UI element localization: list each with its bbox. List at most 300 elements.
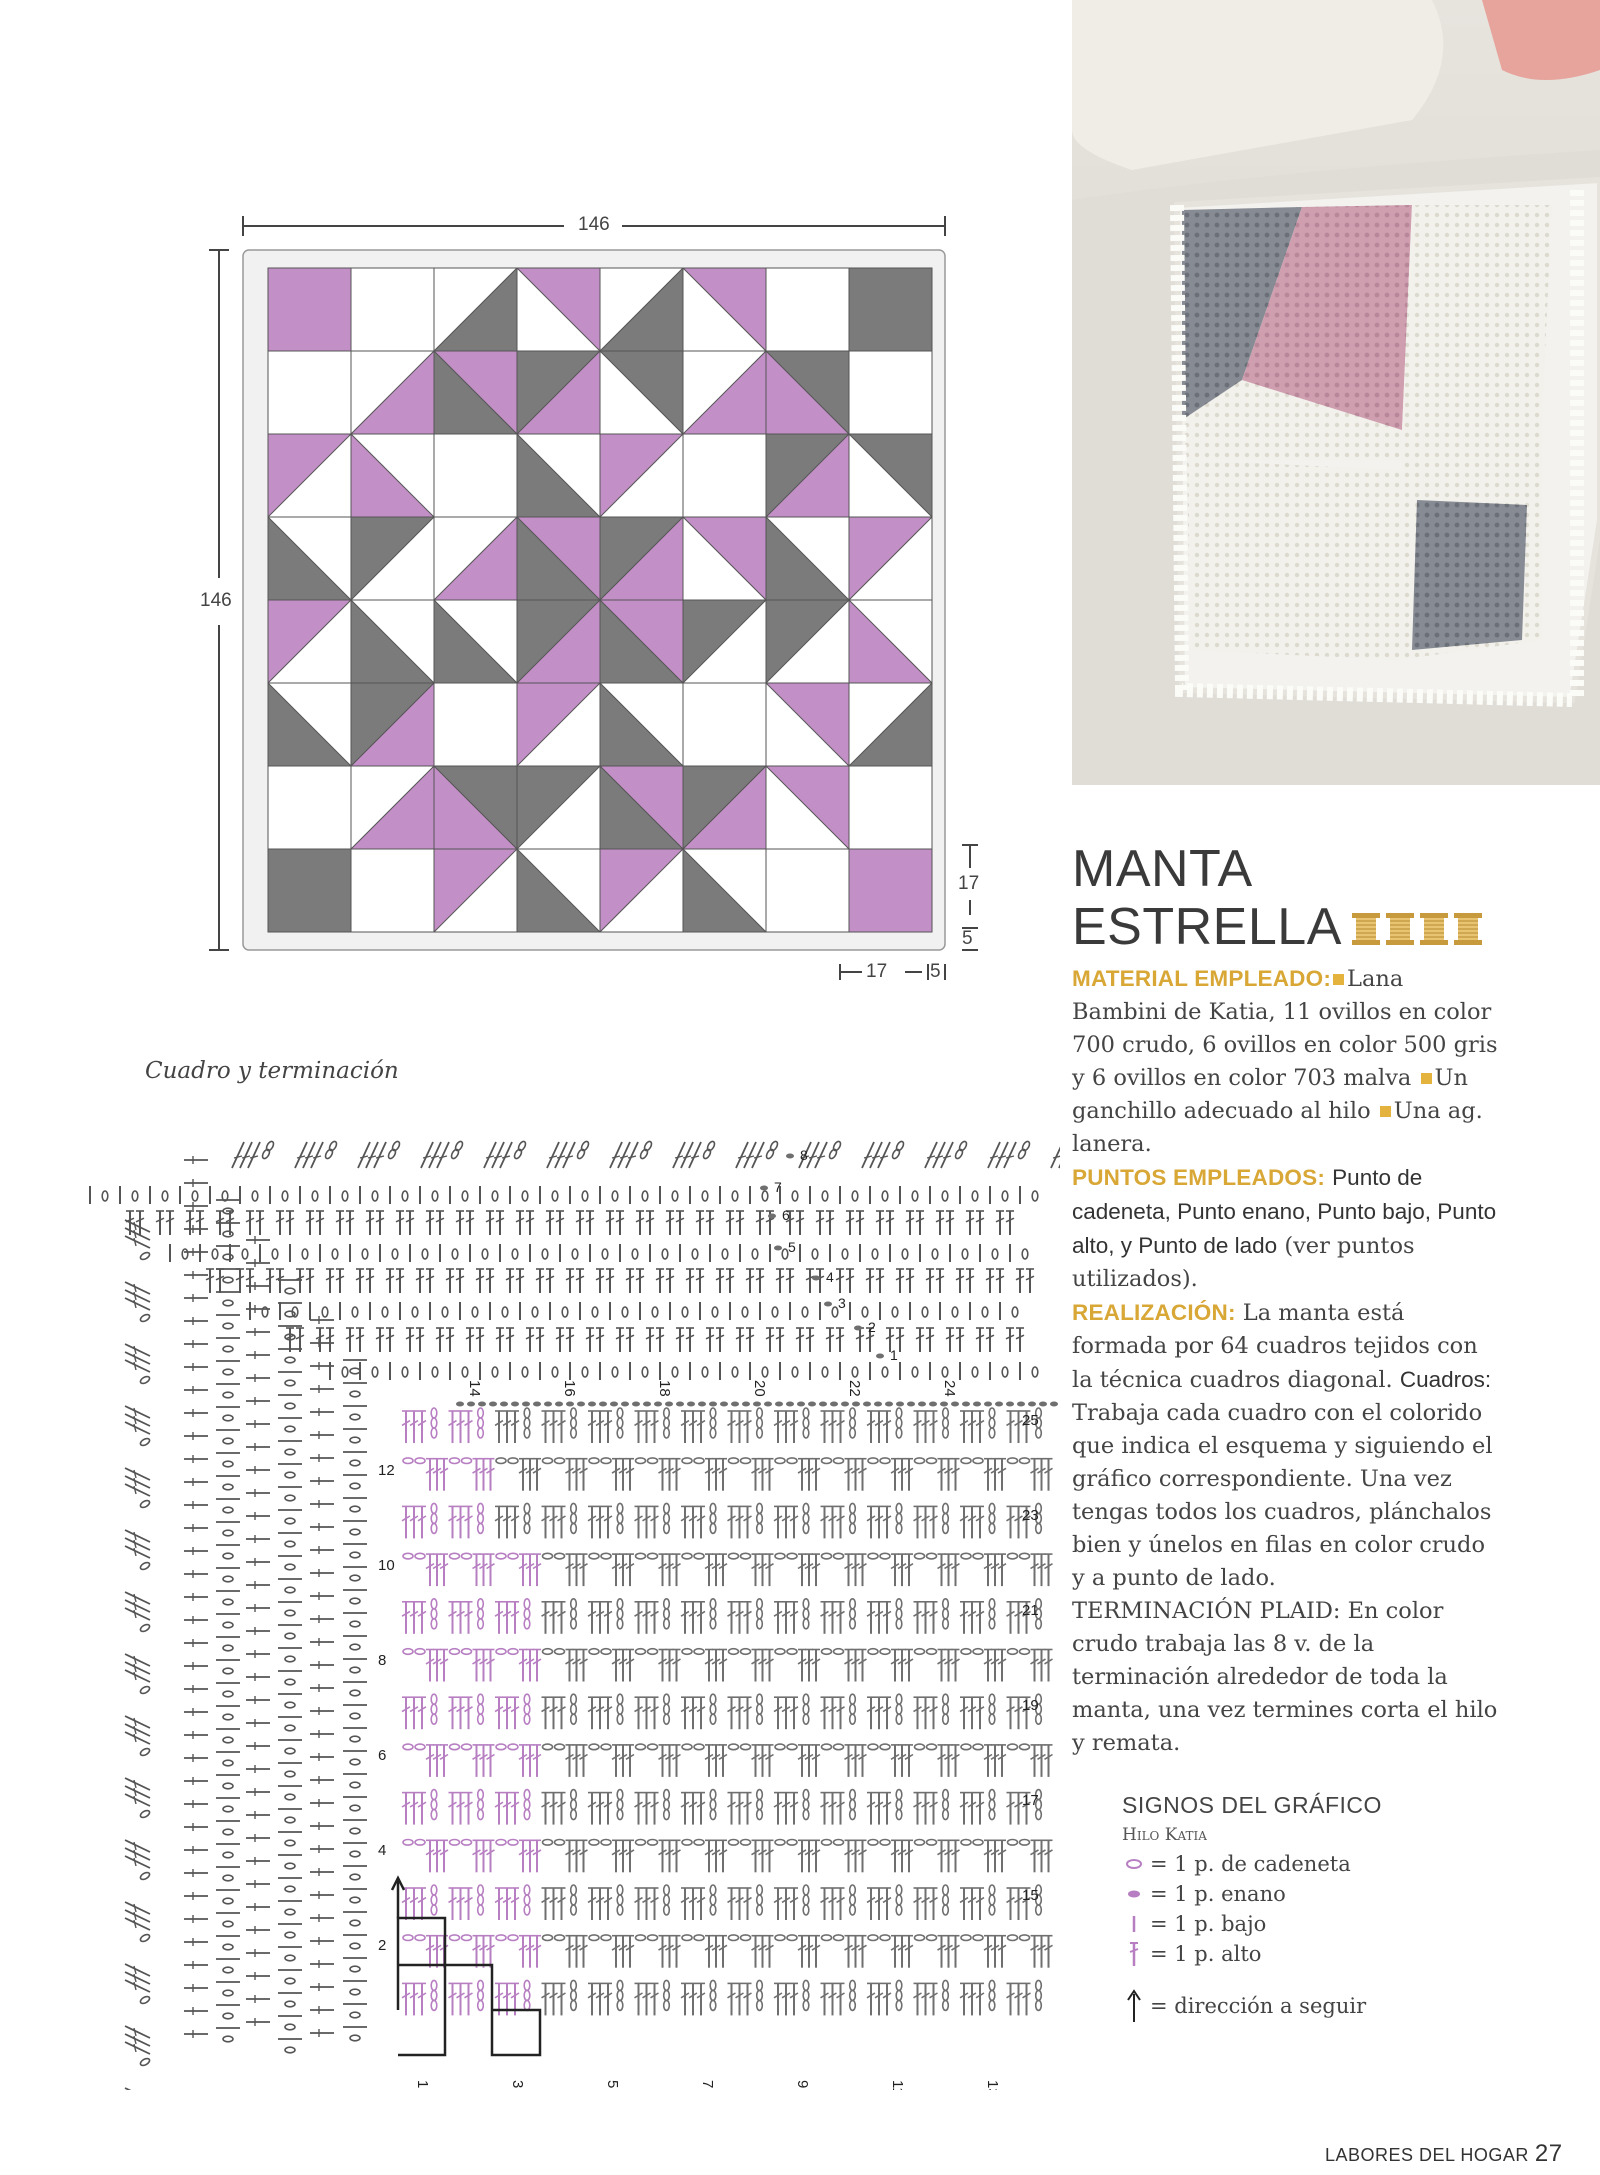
stitch-group	[867, 1408, 902, 1443]
slip-stitch	[698, 1402, 706, 1407]
dim-left: 146	[200, 590, 232, 611]
quilt-block	[600, 434, 683, 517]
scallop-fan	[673, 1140, 716, 1168]
stitch-group	[1008, 1553, 1053, 1586]
stitch-group	[589, 1649, 634, 1682]
stitch-group	[542, 1980, 577, 2015]
row-number-right: 21	[1022, 1602, 1039, 1619]
scallop-fan	[125, 1778, 151, 1819]
legend-label-slip: = 1 p. enano	[1150, 1882, 1286, 1906]
stitch-group	[728, 1408, 763, 1443]
stitch-group	[960, 1408, 995, 1443]
slip-stitch	[885, 1402, 893, 1407]
stitch-group	[867, 1885, 902, 1920]
quilt-block	[766, 849, 849, 932]
quilt-block	[849, 849, 932, 932]
col-number-bottom: 9	[794, 2080, 811, 2089]
title-line-1: MANTA	[1072, 840, 1253, 898]
col-number-bottom: 5	[604, 2080, 621, 2089]
round-number: 4	[826, 1269, 834, 1285]
stitch-group	[635, 1694, 670, 1729]
slip-stitch	[929, 1402, 937, 1407]
stitch-group	[542, 1599, 577, 1634]
quilt-block	[766, 351, 849, 434]
stitch-group	[914, 1885, 949, 1920]
stitch-group	[403, 1458, 448, 1491]
stitch-group	[821, 1408, 856, 1443]
stitch-group	[774, 1885, 809, 1920]
slip-stitch	[808, 1402, 816, 1407]
stitch-group	[496, 1935, 541, 1968]
stitch-group	[588, 1885, 623, 1920]
scallop-fan	[125, 1654, 151, 1695]
stitch-group	[961, 1744, 1006, 1777]
quilt-diagram	[0, 0, 1000, 1000]
dim-block-right: 17	[958, 873, 980, 894]
quilt-block	[683, 268, 766, 351]
quilt-block	[351, 268, 434, 351]
slip-stitch-icon	[1122, 1882, 1146, 1906]
spool-icon	[1420, 913, 1448, 945]
slip-stitch	[676, 1402, 684, 1407]
page-title	[1072, 840, 1552, 959]
stitch-group	[542, 1503, 577, 1538]
stitch-group	[774, 1980, 809, 2015]
stitch-group	[589, 1744, 634, 1777]
quilt-block	[600, 517, 683, 600]
row-number-left: 8	[378, 1652, 387, 1669]
stitch-group	[589, 1458, 634, 1491]
stitch-group	[681, 1885, 716, 1920]
slip-stitch	[797, 1402, 805, 1407]
scallop-fan	[358, 1140, 401, 1168]
row-number-left: 10	[378, 1557, 395, 1574]
quilt-block	[351, 683, 434, 766]
stitch-group	[495, 1599, 530, 1634]
stitch-group	[775, 1458, 820, 1491]
slip-stitch	[742, 1402, 750, 1407]
stitch-group	[589, 1840, 634, 1873]
slip-stitch	[1039, 1402, 1047, 1407]
stitch-group	[775, 1840, 820, 1873]
stitch-group	[450, 1553, 495, 1586]
crochet-chart-svg	[0, 1090, 1060, 2090]
slip-stitch	[577, 1402, 585, 1407]
quilt-block	[517, 683, 600, 766]
row-number-left: 6	[378, 1747, 387, 1764]
col-number-bottom: 3	[509, 2080, 526, 2089]
stitch-group	[450, 1649, 495, 1682]
stitch-group	[729, 1744, 774, 1777]
slip-stitch	[841, 1402, 849, 1407]
quilt-block	[434, 351, 517, 434]
bullet-square-icon	[1421, 1073, 1432, 1084]
stitch-group	[589, 1935, 634, 1968]
slip-stitch	[786, 1402, 794, 1407]
quilt-block	[351, 434, 434, 517]
page-number: 27	[1534, 2140, 1563, 2167]
stitch-group	[402, 1885, 437, 1920]
chart-caption: Cuadro y terminación	[145, 1058, 399, 1084]
col-number-bottom: 13	[984, 2080, 1001, 2090]
quilt-block	[600, 351, 683, 434]
scallop-fan	[988, 1140, 1031, 1168]
slip-stitch	[1017, 1402, 1025, 1407]
stitch-group	[682, 1649, 727, 1682]
scallop-fan	[421, 1140, 464, 1168]
stitch-group	[775, 1649, 820, 1682]
stitch-group	[960, 1503, 995, 1538]
quilt-block	[268, 434, 351, 517]
stitch-group	[402, 1599, 437, 1634]
stitch-group	[775, 1935, 820, 1968]
stitch-group	[774, 1694, 809, 1729]
col-number-top: 16	[561, 1380, 578, 1397]
stitch-group	[589, 1553, 634, 1586]
stitch-group	[543, 1458, 588, 1491]
scallop-fan	[125, 1902, 151, 1943]
stitch-group	[868, 1935, 913, 1968]
stitch-group	[449, 1790, 484, 1825]
scallop-fan	[125, 1406, 151, 1447]
stitch-group	[682, 1935, 727, 1968]
quilt-block	[434, 434, 517, 517]
stitch-group	[1007, 1980, 1042, 2015]
scallop-fan	[125, 2026, 151, 2067]
stitch-group	[729, 1840, 774, 1873]
slip-stitch	[874, 1402, 882, 1407]
stitch-group	[915, 1935, 960, 1968]
round-number: 8	[800, 1147, 808, 1163]
row-number-left: 4	[378, 1842, 387, 1859]
quilt-block	[849, 600, 932, 683]
stitch-group	[542, 1885, 577, 1920]
stitch-group	[728, 1885, 763, 1920]
scallop-fan	[736, 1140, 779, 1168]
quilt-block	[268, 517, 351, 600]
quilt-block	[849, 766, 932, 849]
realizacion-text-2: Trabaja cada cuadro con el colorido que indica el esquema y siguiendo el gráfico correspondiente. Una vez tengas todos los cuadros, plánchalos bien y únelos en filas en color crudo y a punto de lado.	[1072, 1400, 1493, 1591]
slip-stitch	[830, 1402, 838, 1407]
dim-border-bottom: 5	[930, 961, 941, 982]
stitch-group	[775, 1744, 820, 1777]
chain-icon	[1122, 1852, 1146, 1876]
stitch-group	[449, 1599, 484, 1634]
stitch-group	[682, 1553, 727, 1586]
stitch-group	[495, 1694, 530, 1729]
legend-label-arrow: = dirección a seguir	[1150, 1994, 1367, 2018]
stitch-group	[822, 1458, 867, 1491]
quilt-block	[766, 268, 849, 351]
stitch-group	[681, 1790, 716, 1825]
stitch-group	[961, 1458, 1006, 1491]
stitch-group	[868, 1553, 913, 1586]
scallop-fan	[125, 1468, 151, 1509]
legend-title: SIGNOS DEL GRÁFICO	[1122, 1792, 1382, 1818]
photo-blanket	[1072, 0, 1600, 785]
stitch-group	[822, 1553, 867, 1586]
slip-stitch	[533, 1402, 541, 1407]
stitch-group	[402, 1694, 437, 1729]
stitch-group	[635, 1885, 670, 1920]
stitch-group	[822, 1840, 867, 1873]
col-number-bottom: 7	[699, 2080, 716, 2089]
slip-stitch	[588, 1402, 596, 1407]
stitch-group	[961, 1840, 1006, 1873]
quilt-block	[683, 600, 766, 683]
col-number-top: 18	[656, 1380, 673, 1397]
quilt-block	[600, 600, 683, 683]
quilt-svg	[0, 0, 1000, 1000]
round-number: 7	[774, 1179, 782, 1195]
quilt-block	[849, 517, 932, 600]
dim-border-right: 5	[962, 928, 973, 949]
legend-item-arrow	[1122, 1991, 1482, 2021]
stitch-group	[868, 1649, 913, 1682]
row-number-left: 2	[378, 1937, 387, 1954]
stitch-group	[635, 1503, 670, 1538]
stitch-group	[588, 1503, 623, 1538]
quilt-block	[268, 849, 351, 932]
stitch-group	[450, 1935, 495, 1968]
slip-stitch	[489, 1402, 497, 1407]
round-number: 5	[788, 1239, 796, 1255]
stitch-group	[495, 1790, 530, 1825]
quilt-block	[766, 600, 849, 683]
material-2: Un ganchillo adecuado al hilo	[1072, 1065, 1468, 1124]
stitch-group	[960, 1980, 995, 2015]
stitch-group	[542, 1694, 577, 1729]
stitch-group	[543, 1935, 588, 1968]
col-number-top: 20	[751, 1380, 768, 1397]
quilt-block	[849, 683, 932, 766]
scallop-fan	[925, 1140, 968, 1168]
stitch-group	[821, 1599, 856, 1634]
stitch-group	[868, 1458, 913, 1491]
stitch-group	[542, 1790, 577, 1825]
crochet-chart	[0, 1090, 1060, 2090]
stitch-group	[821, 1885, 856, 1920]
quilt-block	[849, 268, 932, 351]
stitch-group	[915, 1553, 960, 1586]
stitch-group	[914, 1694, 949, 1729]
quilt-block	[268, 683, 351, 766]
scallop-fan	[125, 1840, 151, 1881]
stitch-group	[682, 1840, 727, 1873]
stitch-group	[403, 1935, 448, 1968]
material-3: Una ag. lanera.	[1072, 1098, 1483, 1157]
legend-item-slip	[1122, 1879, 1482, 1909]
stitch-group	[868, 1840, 913, 1873]
arrow-icon	[1122, 1994, 1146, 2018]
stitch-group	[495, 1408, 530, 1443]
stitch-group	[867, 1599, 902, 1634]
stitch-group	[682, 1744, 727, 1777]
slip-stitch	[599, 1402, 607, 1407]
stitch-group	[915, 1649, 960, 1682]
quilt-block	[766, 517, 849, 600]
stitch-group	[729, 1649, 774, 1682]
dim-top: 146	[578, 214, 610, 235]
stitch-group	[543, 1649, 588, 1682]
stitch-group	[729, 1935, 774, 1968]
stitch-group	[449, 1503, 484, 1538]
slip-stitch	[1028, 1402, 1036, 1407]
scallop-fan	[125, 1220, 151, 1261]
quilt-block	[766, 434, 849, 517]
quilt-block	[766, 766, 849, 849]
spool-icon	[1386, 913, 1414, 945]
slip-stitch	[478, 1402, 486, 1407]
border-top	[90, 1140, 1060, 1380]
stitch-group	[402, 1980, 437, 2015]
stitch-group	[449, 1885, 484, 1920]
stitch-group	[961, 1935, 1006, 1968]
stitch-group	[682, 1458, 727, 1491]
scallop-fan	[125, 1530, 151, 1571]
stitch-group	[774, 1790, 809, 1825]
scallop-fan	[232, 1140, 275, 1168]
realizacion-label: REALIZACIÓN:	[1072, 1300, 1236, 1325]
stitch-group	[635, 1790, 670, 1825]
scallop-fan	[125, 1344, 151, 1385]
stitch-group	[960, 1599, 995, 1634]
slip-stitch	[709, 1402, 717, 1407]
material-label: MATERIAL EMPLEADO:	[1072, 966, 1332, 991]
quilt-block	[683, 517, 766, 600]
slip-stitch	[566, 1402, 574, 1407]
slip-stitch	[643, 1402, 651, 1407]
slip-stitch	[687, 1402, 695, 1407]
legend-subtitle: Hilo Katia	[1122, 1825, 1207, 1845]
quilt-block	[849, 351, 932, 434]
scallop-fan	[295, 1140, 338, 1168]
title-line-2-text: ESTRELLA	[1072, 898, 1342, 956]
stitch-group	[636, 1553, 681, 1586]
stitch-group	[449, 1980, 484, 2015]
stitch-group	[495, 1885, 530, 1920]
slip-stitch	[896, 1402, 904, 1407]
stitch-group	[450, 1458, 495, 1491]
slip-stitch	[467, 1402, 475, 1407]
stitch-group	[915, 1458, 960, 1491]
stitch-group	[821, 1790, 856, 1825]
row-number-left: 12	[378, 1462, 395, 1479]
page-footer	[1325, 2140, 1563, 2168]
stitch-group	[403, 1553, 448, 1586]
quilt-block	[351, 766, 434, 849]
slip-stitch	[621, 1402, 629, 1407]
stitch-group	[868, 1744, 913, 1777]
square-pattern	[402, 1402, 1060, 2016]
stitch-group	[1008, 1840, 1053, 1873]
stitch-group	[635, 1980, 670, 2015]
quilt-block	[268, 351, 351, 434]
quilt-block	[268, 268, 351, 351]
stitch-group	[914, 1599, 949, 1634]
stitch-group	[588, 1694, 623, 1729]
row-number-right: 19	[1022, 1697, 1039, 1714]
stitch-group	[635, 1599, 670, 1634]
puntos-note: (ver puntos utilizados).	[1072, 1233, 1415, 1292]
quilt-block	[600, 683, 683, 766]
row-number-right: 23	[1022, 1507, 1039, 1524]
quilt-block	[600, 849, 683, 932]
stitch-group	[774, 1503, 809, 1538]
stitch-group	[635, 1408, 670, 1443]
slip-stitch	[764, 1402, 772, 1407]
stitch-group	[495, 1503, 530, 1538]
scallop-fan	[125, 1282, 151, 1323]
slip-stitch	[456, 1402, 464, 1407]
stitch-group	[543, 1744, 588, 1777]
difficulty-rating	[1350, 901, 1486, 959]
slip-stitch	[665, 1402, 673, 1407]
stitch-group	[914, 1980, 949, 2015]
stitch-group	[728, 1503, 763, 1538]
stitch-group	[636, 1458, 681, 1491]
stitch-group	[1008, 1935, 1053, 1968]
stitch-group	[728, 1599, 763, 1634]
stitch-group	[449, 1408, 484, 1443]
quilt-block	[351, 849, 434, 932]
scallop-fan	[1051, 1140, 1060, 1168]
stitch-group	[915, 1744, 960, 1777]
scallop-fan	[862, 1140, 905, 1168]
stitch-group	[636, 1744, 681, 1777]
scallop-fan	[547, 1140, 590, 1168]
stitch-group	[1008, 1649, 1053, 1682]
scallop-fan	[484, 1140, 527, 1168]
stitch-group	[449, 1694, 484, 1729]
stitch-group	[728, 1980, 763, 2015]
stitch-group	[728, 1790, 763, 1825]
stitch-group	[914, 1503, 949, 1538]
stitch-group	[588, 1980, 623, 2015]
col-number-bottom: 11	[889, 2080, 906, 2090]
stitch-group	[543, 1840, 588, 1873]
slip-stitch	[973, 1402, 981, 1407]
slip-stitch	[511, 1402, 519, 1407]
stitch-group	[681, 1599, 716, 1634]
puntos-label: PUNTOS EMPLEADOS:	[1072, 1165, 1326, 1190]
bullet-square-icon	[1333, 974, 1344, 985]
quilt-block	[434, 600, 517, 683]
stitch-group	[729, 1553, 774, 1586]
stitch-group	[1008, 1458, 1053, 1491]
legend-item-chain	[1122, 1849, 1482, 1879]
stitch-group	[588, 1599, 623, 1634]
round-number: 6	[782, 1207, 790, 1223]
stitch-group	[822, 1935, 867, 1968]
spool-icon	[1352, 913, 1380, 945]
quilt-block	[517, 517, 600, 600]
round-number: 1	[890, 1347, 898, 1363]
legend-item-double	[1122, 1939, 1482, 1969]
stitch-group	[681, 1980, 716, 2015]
row-number-right: 15	[1022, 1887, 1039, 1904]
realizacion-text-1: La manta está formada por 64 cuadros tejidos con la técnica cuadros diagonal.	[1072, 1300, 1478, 1393]
single-crochet-icon	[1122, 1912, 1146, 1936]
quilt-block	[683, 351, 766, 434]
stitch-group	[496, 1649, 541, 1682]
quilt-block	[517, 849, 600, 932]
slip-stitch	[1050, 1402, 1058, 1407]
quilt-block	[683, 434, 766, 517]
stitch-group	[450, 1840, 495, 1873]
stitch-group	[960, 1694, 995, 1729]
quilt-block	[517, 766, 600, 849]
